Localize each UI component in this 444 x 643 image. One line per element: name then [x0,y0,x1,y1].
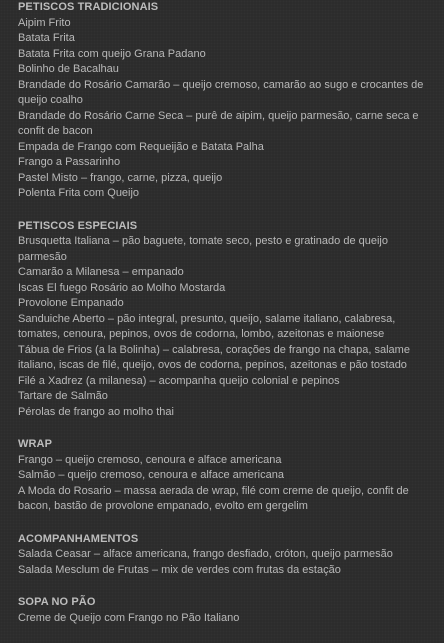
section-title: SOPA NO PÃO [18,596,96,608]
section-acompanhamentos [18,532,436,579]
menu-item: Filé a Xadrez (a milanesa) – acompanha queijo colonial e pepinos [18,374,340,387]
menu-item: Empada de Frango com Requeijão e Batata Palha [18,140,264,153]
section-title: PETISCOS ESPECIAIS [18,219,138,232]
menu-item: Camarão a Milanesa – empanado [18,266,184,278]
menu-item: Brandade do Rosário Camarão – queijo cremoso, camarão ao sugo e crocantes de queijo coalho [18,78,424,106]
menu-content [18,0,436,643]
menu-item: Provolone Empanado [18,297,124,309]
menu-item: Frango a Passarinho [18,156,121,168]
section-wrap [18,437,436,515]
menu-item: Creme de Queijo com Frango no Pão Italiano [18,611,240,624]
section-petiscos-especiais [18,219,436,421]
menu-item: Tábua de Frios (a la Bolinha) – calabresa, corações de frango na chapa, salame italiano, iscas de filé, queijo, ovos de codorna, pepinos, azeitonas e pão tostado [18,343,410,371]
menu-item: Brusquetta Italiana – pão baguete, tomate seco, pesto e gratinado de queijo parmesão [18,235,388,263]
menu-item: Bolinho de Bacalhau [18,63,119,75]
menu-item: Pérolas de frango ao molho thai [18,405,174,418]
menu-item: Frango – queijo cremoso, cenoura e alface americana [18,453,282,466]
menu-item: Salada Mesclum de Frutas – mix de verdes com frutas da estação [18,563,341,576]
menu-item: Batata Frita com queijo Grana Padano [18,47,206,60]
menu-item: Tartare de Salmão [18,390,108,402]
menu-item: Batata Frita [18,32,75,44]
menu-item: Aipim Frito [18,16,71,29]
menu-item: Polenta Frita com Queijo [18,187,140,199]
menu-item: Sanduiche Aberto – pão integral, presunto, queijo, salame italiano, calabresa, tomates, cenoura, pepinos, ovos de codorna, lombo, azeitonas e maionese [18,312,396,340]
menu-item: A Moda do Rosario – massa aerada de wrap, filé com creme de queijo, confit de bacon, bastão de provolone empanado, evolto em gergelim [18,484,409,512]
menu-item: Salada Ceasar – alface americana, frango desfiado, cróton, queijo parmesão [18,548,393,560]
menu-item: Iscas El fuego Rosário ao Molho Mostarda [18,281,226,294]
section-petiscos-tradicionais [18,0,436,202]
section-title: WRAP [18,438,53,450]
menu-item: Salmão – queijo cremoso, cenoura e alface americana [18,469,284,481]
menu-item: Brandade do Rosário Carne Seca – purê de aipim, queijo parmesão, carne seca e confit de bacon [18,109,419,137]
section-title: PETISCOS TRADICIONAIS [18,1,159,13]
menu-item: Pastel Misto – frango, carne, pizza, queijo [18,171,223,184]
section-title: ACOMPANHAMENTOS [18,532,139,545]
